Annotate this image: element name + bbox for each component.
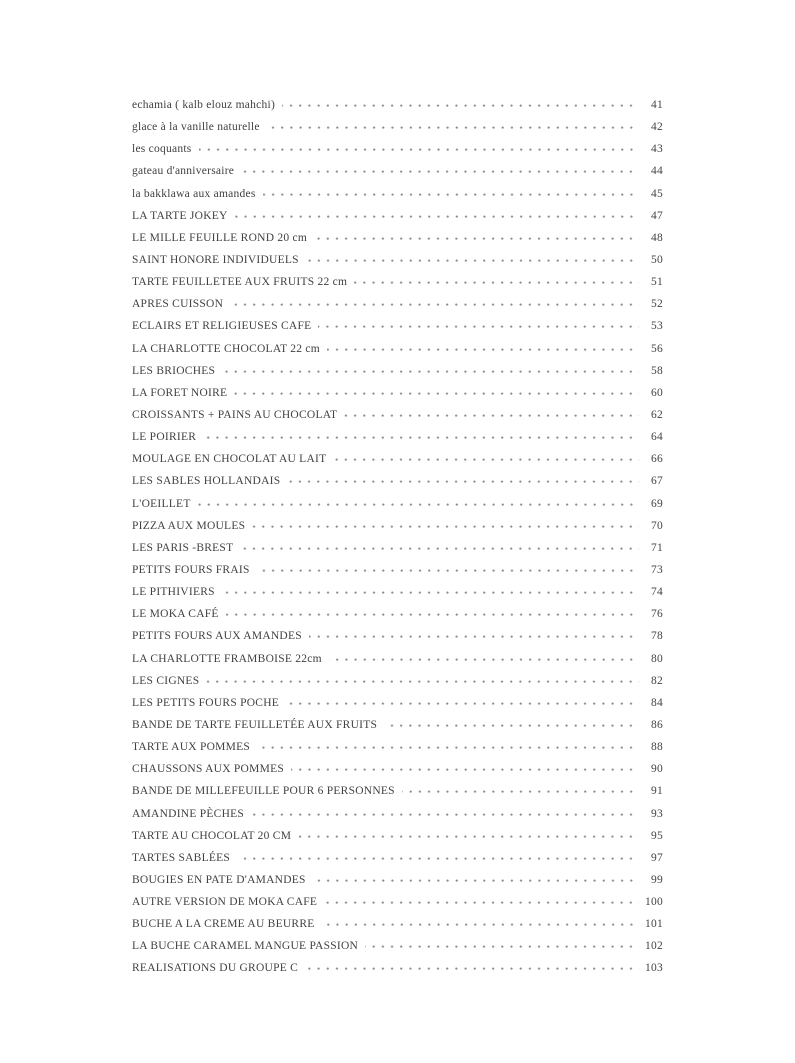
toc-entry-page: 90 [651,763,663,776]
toc-entry-page: 44 [651,165,663,178]
dot-leader [324,901,639,905]
toc-entry-page: 82 [651,674,663,687]
toc-entry[interactable] [132,763,663,785]
toc-entry-title: LE MILLE FEUILLE ROND 20 cm [132,231,308,244]
dot-leader [287,480,639,484]
dot-leader [322,923,639,927]
toc-entry-title: LA CHARLOTTE CHOCOLAT 22 cm [132,342,320,355]
toc-entry[interactable] [132,697,663,719]
toc-entry-page: 64 [651,431,663,444]
toc-entry[interactable] [132,830,663,852]
toc-entry-page: 95 [651,829,663,842]
toc-entry-page: 103 [645,962,663,975]
toc-entry-page: 99 [651,873,663,886]
toc-entry-title: LA CHARLOTTE FRAMBOISE 22cm [132,652,322,665]
toc-entry-title: LE POIRIER [132,431,197,444]
toc-entry[interactable] [132,896,663,918]
toc-entry-page: 84 [651,696,663,709]
toc-entry[interactable] [132,852,663,874]
dot-leader [318,325,639,329]
dot-leader [309,635,639,639]
toc-entry-title: LES PARIS -BREST [132,541,234,554]
toc-entry[interactable] [132,298,663,320]
dot-leader [222,591,639,595]
toc-entry-page: 73 [651,563,663,576]
toc-entry-title: LA TARTE JOKEY [132,209,228,222]
dot-leader [354,281,639,285]
toc-entry[interactable] [132,254,663,276]
dot-leader [333,458,639,462]
toc-entry[interactable] [132,586,663,608]
toc-entry-title: TARTE AU CHOCOLAT 20 CM [132,829,292,842]
dot-leader [313,879,639,883]
toc-entry[interactable] [132,431,663,453]
toc-entry[interactable] [132,608,663,630]
toc-entry-page: 71 [651,541,663,554]
dot-leader [329,658,639,662]
toc-entry-title: LES SABLES HOLLANDAIS [132,475,281,488]
toc-entry-page: 41 [651,99,663,111]
toc-entry-page: 76 [651,608,663,621]
toc-entry-title: CHAUSSONS AUX POMMES [132,763,284,776]
toc-entry[interactable] [132,874,663,896]
toc-entry[interactable] [132,520,663,542]
dot-leader [267,126,639,130]
dot-leader [282,104,639,108]
toc-entry-title: PETITS FOURS FRAIS [132,563,250,576]
toc-entry[interactable] [132,653,663,675]
toc-entry-title: LE MOKA CAFÉ [132,608,219,621]
dot-leader [237,857,639,861]
toc-entry[interactable] [132,475,663,497]
toc-entry-page: 53 [651,320,663,333]
toc-entry[interactable] [132,808,663,830]
toc-entry-page: 88 [651,741,663,754]
toc-entry-page: 58 [651,364,663,377]
toc-entry-title: gateau d'anniversaire [132,165,235,178]
toc-entry-title: BUCHE A LA CREME AU BEURRE [132,918,315,931]
table-of-contents [132,99,663,985]
dot-leader [298,835,639,839]
toc-entry[interactable] [132,542,663,564]
dot-leader [235,215,639,219]
dot-leader [344,414,639,418]
toc-entry[interactable] [132,409,663,431]
toc-entry-title: BANDE DE TARTE FEUILLETÉE AUX FRUITS [132,718,378,731]
toc-entry-title: L'OEILLET [132,497,191,510]
toc-entry-title: LE PITHIVIERS [132,586,215,599]
dot-leader [384,724,639,728]
toc-entry[interactable] [132,962,663,984]
toc-entry-title: MOULAGE EN CHOCOLAT AU LAIT [132,453,327,466]
dot-leader [306,259,639,263]
toc-entry-page: 70 [651,519,663,532]
toc-entry[interactable] [132,785,663,807]
toc-entry[interactable] [132,320,663,342]
toc-entry-title: glace à la vanille naturelle [132,121,260,134]
dot-leader [257,569,639,573]
dot-leader [251,813,639,817]
dot-leader [199,148,639,152]
toc-entry[interactable] [132,121,663,143]
toc-entry-title: LES CIGNES [132,674,200,687]
toc-entry-page: 93 [651,807,663,820]
toc-entry[interactable] [132,453,663,475]
toc-entry[interactable] [132,165,663,187]
toc-entry-title: AUTRE VERSION DE MOKA CAFE [132,896,318,909]
toc-entry-title: LES PETITS FOURS POCHE [132,696,280,709]
toc-entry-page: 80 [651,652,663,665]
dot-leader [222,370,639,374]
dot-leader [198,503,639,507]
toc-entry-page: 102 [645,940,663,953]
dot-leader [252,525,639,529]
toc-entry[interactable] [132,343,663,365]
dot-leader [327,348,639,352]
toc-entry[interactable] [132,498,663,520]
dot-leader [314,237,639,241]
toc-entry-page: 100 [645,896,663,909]
toc-entry[interactable] [132,210,663,232]
toc-entry-page: 101 [645,918,663,931]
toc-entry-title: echamia ( kalb elouz mahchi) [132,99,276,111]
toc-entry-page: 48 [651,231,663,244]
toc-entry-page: 74 [651,586,663,599]
dot-leader [365,945,639,949]
toc-entry[interactable] [132,143,663,165]
dot-leader [206,680,639,684]
toc-entry-page: 52 [651,298,663,311]
toc-entry[interactable] [132,719,663,741]
dot-leader [226,613,639,617]
toc-entry-page: 97 [651,851,663,864]
dot-leader [286,702,639,706]
dot-leader [257,746,639,750]
toc-entry-page: 45 [651,187,663,200]
toc-entry[interactable] [132,630,663,652]
toc-entry-page: 42 [651,121,663,134]
toc-entry[interactable] [132,918,663,940]
toc-entry-title: BANDE DE MILLEFEUILLE POUR 6 PERSONNES [132,785,395,798]
toc-entry-title: BOUGIES EN PATE D'AMANDES [132,873,306,886]
toc-entry-page: 60 [651,386,663,399]
toc-entry-title: les coquants [132,143,192,156]
toc-entry[interactable] [132,276,663,298]
toc-entry[interactable] [132,365,663,387]
dot-leader [402,790,639,794]
toc-entry-page: 43 [651,143,663,156]
toc-entry-page: 62 [651,408,663,421]
toc-entry-page: 50 [651,253,663,266]
toc-entry-page: 78 [651,630,663,643]
toc-entry-page: 67 [651,475,663,488]
toc-entry-title: TARTES SABLÉES [132,851,231,864]
toc-entry[interactable] [132,188,663,210]
toc-entry[interactable] [132,741,663,763]
toc-entry-title: AMANDINE PÈCHES [132,807,245,820]
toc-entry-page: 51 [651,276,663,289]
toc-entry-title: PETITS FOURS AUX AMANDES [132,630,302,643]
toc-entry[interactable] [132,940,663,962]
dot-leader [230,303,639,307]
toc-entry-title: CROISSANTS + PAINS AU CHOCOLAT [132,408,338,421]
dot-leader [240,547,639,551]
toc-entry[interactable] [132,99,663,121]
toc-entry-title: APRES CUISSON [132,298,224,311]
toc-entry-title: SAINT HONORE INDIVIDUELS [132,253,299,266]
dot-leader [241,170,639,174]
toc-entry-page: 86 [651,718,663,731]
toc-entry-title: LA BUCHE CARAMEL MANGUE PASSION [132,940,359,953]
toc-entry[interactable] [132,564,663,586]
dot-leader [291,768,639,772]
toc-entry[interactable] [132,387,663,409]
toc-entry-page: 56 [651,342,663,355]
dot-leader [263,193,639,197]
toc-entry-title: LES BRIOCHES [132,364,216,377]
toc-entry-title: la bakklawa aux amandes [132,187,256,200]
toc-entry-page: 66 [651,453,663,466]
toc-entry-page: 47 [651,209,663,222]
toc-entry-title: PIZZA AUX MOULES [132,519,246,532]
toc-entry[interactable] [132,232,663,254]
toc-entry-title: ECLAIRS ET RELIGIEUSES CAFE [132,320,312,333]
toc-entry-page: 69 [651,497,663,510]
dot-leader [234,392,639,396]
toc-entry-title: TARTE AUX POMMES [132,741,251,754]
toc-entry[interactable] [132,675,663,697]
dot-leader [305,967,639,971]
toc-entry-page: 91 [651,785,663,798]
toc-entry-title: REALISATIONS DU GROUPE C [132,962,299,975]
toc-entry-title: LA FORET NOIRE [132,386,228,399]
toc-entry-title: TARTE FEUILLETEE AUX FRUITS 22 cm [132,276,348,289]
dot-leader [203,436,639,440]
